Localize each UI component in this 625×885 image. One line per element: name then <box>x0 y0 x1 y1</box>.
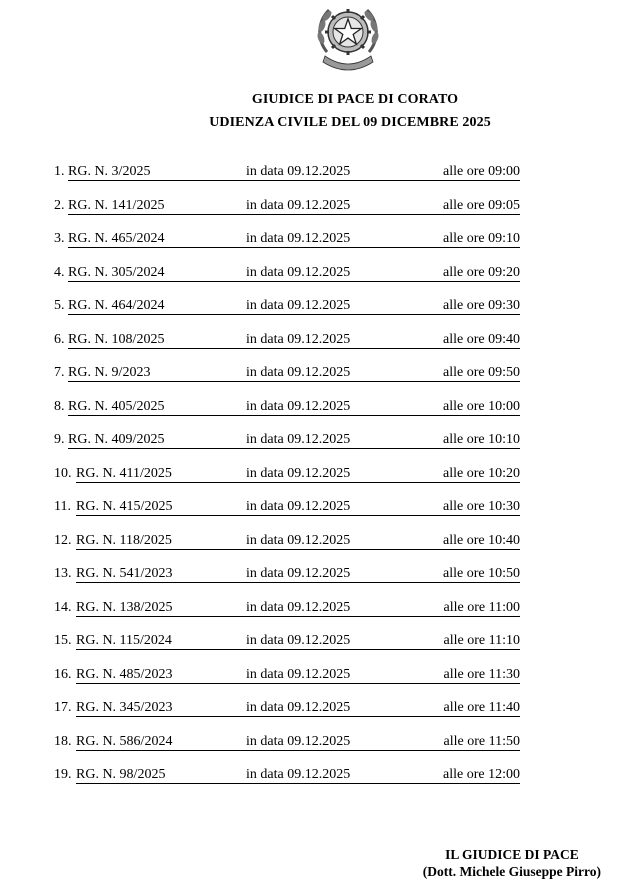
hearing-date: in data 09.12.2025 <box>246 733 351 749</box>
hearing-time: alle ore 09:05 <box>443 197 520 213</box>
hearing-date: in data 09.12.2025 <box>246 365 351 380</box>
hearing-number: 4. <box>54 264 65 280</box>
hearing-line <box>76 565 520 583</box>
hearing-number: 1. <box>54 164 65 179</box>
hearing-date: in data 09.12.2025 <box>246 197 351 213</box>
hearing-time: alle ore 12:00 <box>443 767 520 782</box>
hearing-line <box>68 364 520 382</box>
hearing-number: 13. <box>54 566 72 581</box>
hearing-rg: RG. N. 415/2025 <box>76 499 173 514</box>
hearing-date: in data 09.12.2025 <box>246 331 351 347</box>
hearing-rg: RG. N. 3/2025 <box>68 164 151 179</box>
hearing-time: alle ore 09:10 <box>443 231 520 246</box>
hearing-number: 12. <box>54 532 72 548</box>
hearing-number: 10. <box>54 465 72 481</box>
hearing-rg: RG. N. 411/2025 <box>76 465 172 481</box>
hearing-number: 2. <box>54 197 65 213</box>
hearing-line <box>76 599 520 617</box>
hearing-rg: RG. N. 115/2024 <box>76 633 172 648</box>
hearing-date: in data 09.12.2025 <box>246 499 351 514</box>
hearing-time: alle ore 11:50 <box>443 733 520 749</box>
hearing-number: 8. <box>54 398 65 414</box>
hearing-line <box>68 197 520 215</box>
hearing-number: 18. <box>54 733 72 749</box>
hearing-rg: RG. N. 464/2024 <box>68 298 165 313</box>
hearing-row <box>54 163 520 197</box>
hearing-line <box>76 498 520 516</box>
hearing-row <box>54 297 520 331</box>
italian-republic-emblem-icon <box>313 0 383 72</box>
hearing-row <box>54 431 520 465</box>
hearing-number: 15. <box>54 633 72 648</box>
hearing-rg: RG. N. 409/2025 <box>68 432 165 447</box>
hearing-row <box>54 599 520 633</box>
hearing-rg: RG. N. 108/2025 <box>68 331 165 347</box>
hearing-date: in data 09.12.2025 <box>246 264 351 280</box>
hearing-row <box>54 398 520 432</box>
hearing-line <box>68 398 520 416</box>
hearing-row <box>54 666 520 700</box>
hearing-rg: RG. N. 586/2024 <box>76 733 173 749</box>
hearing-time: alle ore 10:50 <box>443 566 520 581</box>
hearing-number: 7. <box>54 365 65 380</box>
hearing-date: in data 09.12.2025 <box>246 767 351 782</box>
hearing-date: in data 09.12.2025 <box>246 465 351 481</box>
court-title: GIUDICE DI PACE DI CORATO <box>251 92 459 107</box>
hearing-time: alle ore 09:20 <box>443 264 520 280</box>
hearing-number: 9. <box>54 432 65 447</box>
hearing-date: in data 09.12.2025 <box>246 432 351 447</box>
hearing-row <box>54 733 520 767</box>
hearing-rg: RG. N. 118/2025 <box>76 532 172 548</box>
hearing-row <box>54 197 520 231</box>
hearing-time: alle ore 09:50 <box>443 365 520 380</box>
hearing-line <box>76 699 520 717</box>
hearing-date: in data 09.12.2025 <box>246 566 351 581</box>
hearing-number: 14. <box>54 599 72 615</box>
hearing-time: alle ore 11:40 <box>443 700 520 715</box>
hearing-rg: RG. N. 485/2023 <box>76 666 173 682</box>
hearing-time: alle ore 09:00 <box>443 164 520 179</box>
hearing-row <box>54 699 520 733</box>
hearing-time: alle ore 10:30 <box>443 499 520 514</box>
hearing-row <box>54 230 520 264</box>
hearing-number: 17. <box>54 700 72 715</box>
hearing-number: 3. <box>54 231 65 246</box>
hearing-date: in data 09.12.2025 <box>246 666 351 682</box>
hearing-row <box>54 331 520 365</box>
hearing-time: alle ore 11:30 <box>443 666 520 682</box>
hearing-date: in data 09.12.2025 <box>246 532 351 548</box>
signature-name: (Dott. Michele Giuseppe Pirro) <box>422 864 601 879</box>
hearing-rg: RG. N. 141/2025 <box>68 197 165 213</box>
hearing-number: 19. <box>54 767 72 782</box>
hearing-row <box>54 364 520 398</box>
hearing-row <box>54 565 520 599</box>
hearing-number: 5. <box>54 298 65 313</box>
hearing-number: 16. <box>54 666 72 682</box>
hearing-rg: RG. N. 138/2025 <box>76 599 173 615</box>
hearing-date: in data 09.12.2025 <box>246 398 351 414</box>
signature-block <box>423 846 601 880</box>
hearing-time: alle ore 09:40 <box>443 331 520 347</box>
hearing-line <box>76 532 520 550</box>
hearing-rg: RG. N. 405/2025 <box>68 398 165 414</box>
hearing-row <box>54 766 520 800</box>
hearing-line <box>68 163 520 181</box>
hearing-line <box>68 264 520 282</box>
hearing-rg: RG. N. 9/2023 <box>68 365 151 380</box>
hearing-line <box>68 297 520 315</box>
hearing-date: in data 09.12.2025 <box>246 700 351 715</box>
hearing-time: alle ore 10:10 <box>443 432 520 447</box>
hearing-line <box>68 431 520 449</box>
hearing-date: in data 09.12.2025 <box>246 599 351 615</box>
hearing-rg: RG. N. 541/2023 <box>76 566 173 581</box>
hearing-date: in data 09.12.2025 <box>246 231 351 246</box>
hearing-time: alle ore 11:00 <box>443 599 520 615</box>
hearing-time: alle ore 11:10 <box>443 633 520 648</box>
hearing-list <box>54 163 520 800</box>
hearing-row <box>54 264 520 298</box>
session-title: UDIENZA CIVILE DEL 09 DICEMBRE 2025 <box>209 115 491 130</box>
hearing-number: 11. <box>54 499 71 514</box>
hearing-number: 6. <box>54 331 65 347</box>
signature-role: IL GIUDICE DI PACE <box>445 847 579 862</box>
hearing-time: alle ore 10:00 <box>443 398 520 414</box>
hearing-time: alle ore 09:30 <box>443 298 520 313</box>
hearing-line <box>68 230 520 248</box>
hearing-time: alle ore 10:40 <box>443 532 520 548</box>
hearing-row <box>54 632 520 666</box>
hearing-line <box>76 632 520 650</box>
hearing-row <box>54 532 520 566</box>
hearing-line <box>76 733 520 751</box>
hearing-date: in data 09.12.2025 <box>246 633 351 648</box>
hearing-line <box>76 666 520 684</box>
hearing-row <box>54 465 520 499</box>
hearing-line <box>68 331 520 349</box>
hearing-date: in data 09.12.2025 <box>246 298 351 313</box>
hearing-rg: RG. N. 345/2023 <box>76 700 173 715</box>
hearing-row <box>54 498 520 532</box>
hearing-time: alle ore 10:20 <box>443 465 520 481</box>
hearing-line <box>76 766 520 784</box>
hearing-date: in data 09.12.2025 <box>246 164 351 179</box>
hearing-line <box>76 465 520 483</box>
hearing-rg: RG. N. 98/2025 <box>76 767 166 782</box>
hearing-rg: RG. N. 465/2024 <box>68 231 165 246</box>
hearing-rg: RG. N. 305/2024 <box>68 264 165 280</box>
